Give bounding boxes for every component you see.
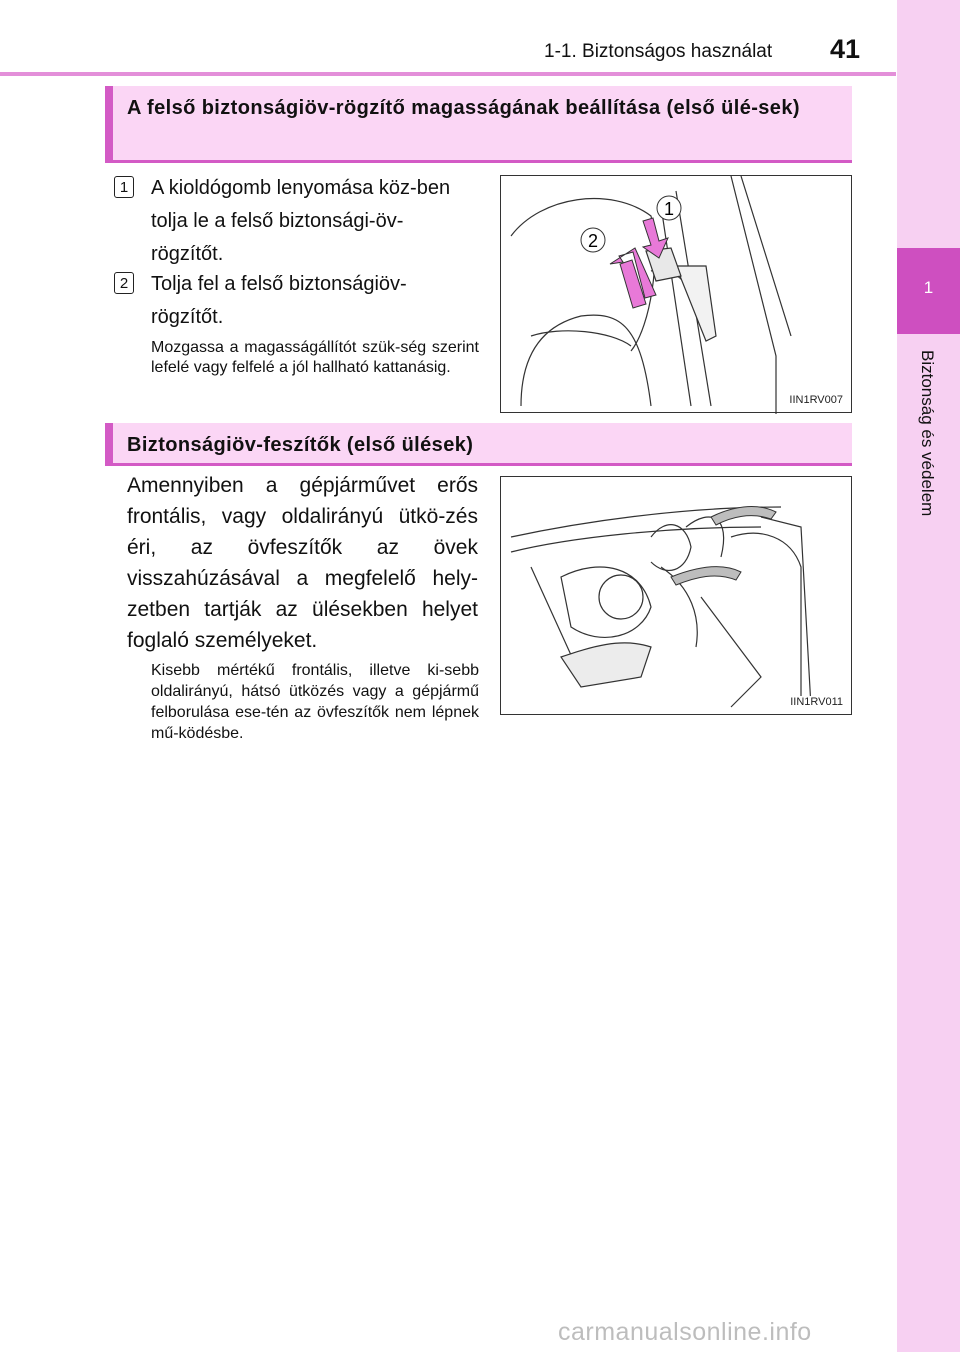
pretensioner-illustration — [501, 477, 853, 716]
section-label: 1-1. Biztonságos használat — [544, 41, 773, 62]
figure-shoulder-anchor — [500, 175, 852, 413]
callout-2 — [581, 228, 605, 252]
figure-code: IIN1RV007 — [789, 394, 843, 406]
svg-text:2: 2 — [587, 231, 599, 251]
paragraph-pretensioners: Amennyiben a gépjárművet erős frontális, vagy oldalirányú ütkö-zés éri, az övfeszítők az övek visszahúzásával a megfelelő hely-zetben tartják az ülésekben helyet foglaló személyeket. — [127, 474, 478, 652]
callout-1 — [657, 196, 681, 220]
note-pretensioners: Kisebb mértékű frontális, illetve ki-sebb oldalirányú, hátsó ütközés vagy a gépjármű felborulása ese-tén az övfeszítők nem lépnek mű-ködésbe. — [151, 662, 479, 742]
chapter-title: Biztonság és védelem — [918, 350, 937, 517]
svg-text:1: 1 — [663, 199, 675, 219]
note-adjust: Mozgassa a magasságállítót szük-ség szerint lefelé vagy felfelé a jól hallható kattanásig. — [151, 339, 479, 376]
figure-pretensioners — [500, 476, 852, 715]
section-heading-pretensioners: Biztonságiöv-feszítők (első ülések) — [105, 423, 852, 466]
page-number: 41 — [830, 34, 861, 64]
step-text: Tolja fel a felső biztonságiöv-rögzítőt. — [151, 273, 407, 328]
shoulder-anchor-illustration — [501, 176, 853, 414]
step-number: 1 — [114, 176, 134, 198]
figure-code: IIN1RV011 — [790, 696, 843, 708]
chapter-number: 1 — [923, 278, 934, 297]
watermark: carmanualsonline.info — [558, 1318, 812, 1346]
section-heading-shoulder-anchor: A felső biztonságiöv-rögzítő magasságának beállítása (első ülé-sek) — [105, 86, 852, 163]
step-text: A kioldógomb lenyomása köz-ben tolja le a felső biztonsági-öv-rögzítőt. — [151, 177, 451, 265]
header-rule — [0, 72, 896, 76]
step-number: 2 — [114, 272, 134, 294]
chapter-side-tab — [897, 0, 960, 1352]
